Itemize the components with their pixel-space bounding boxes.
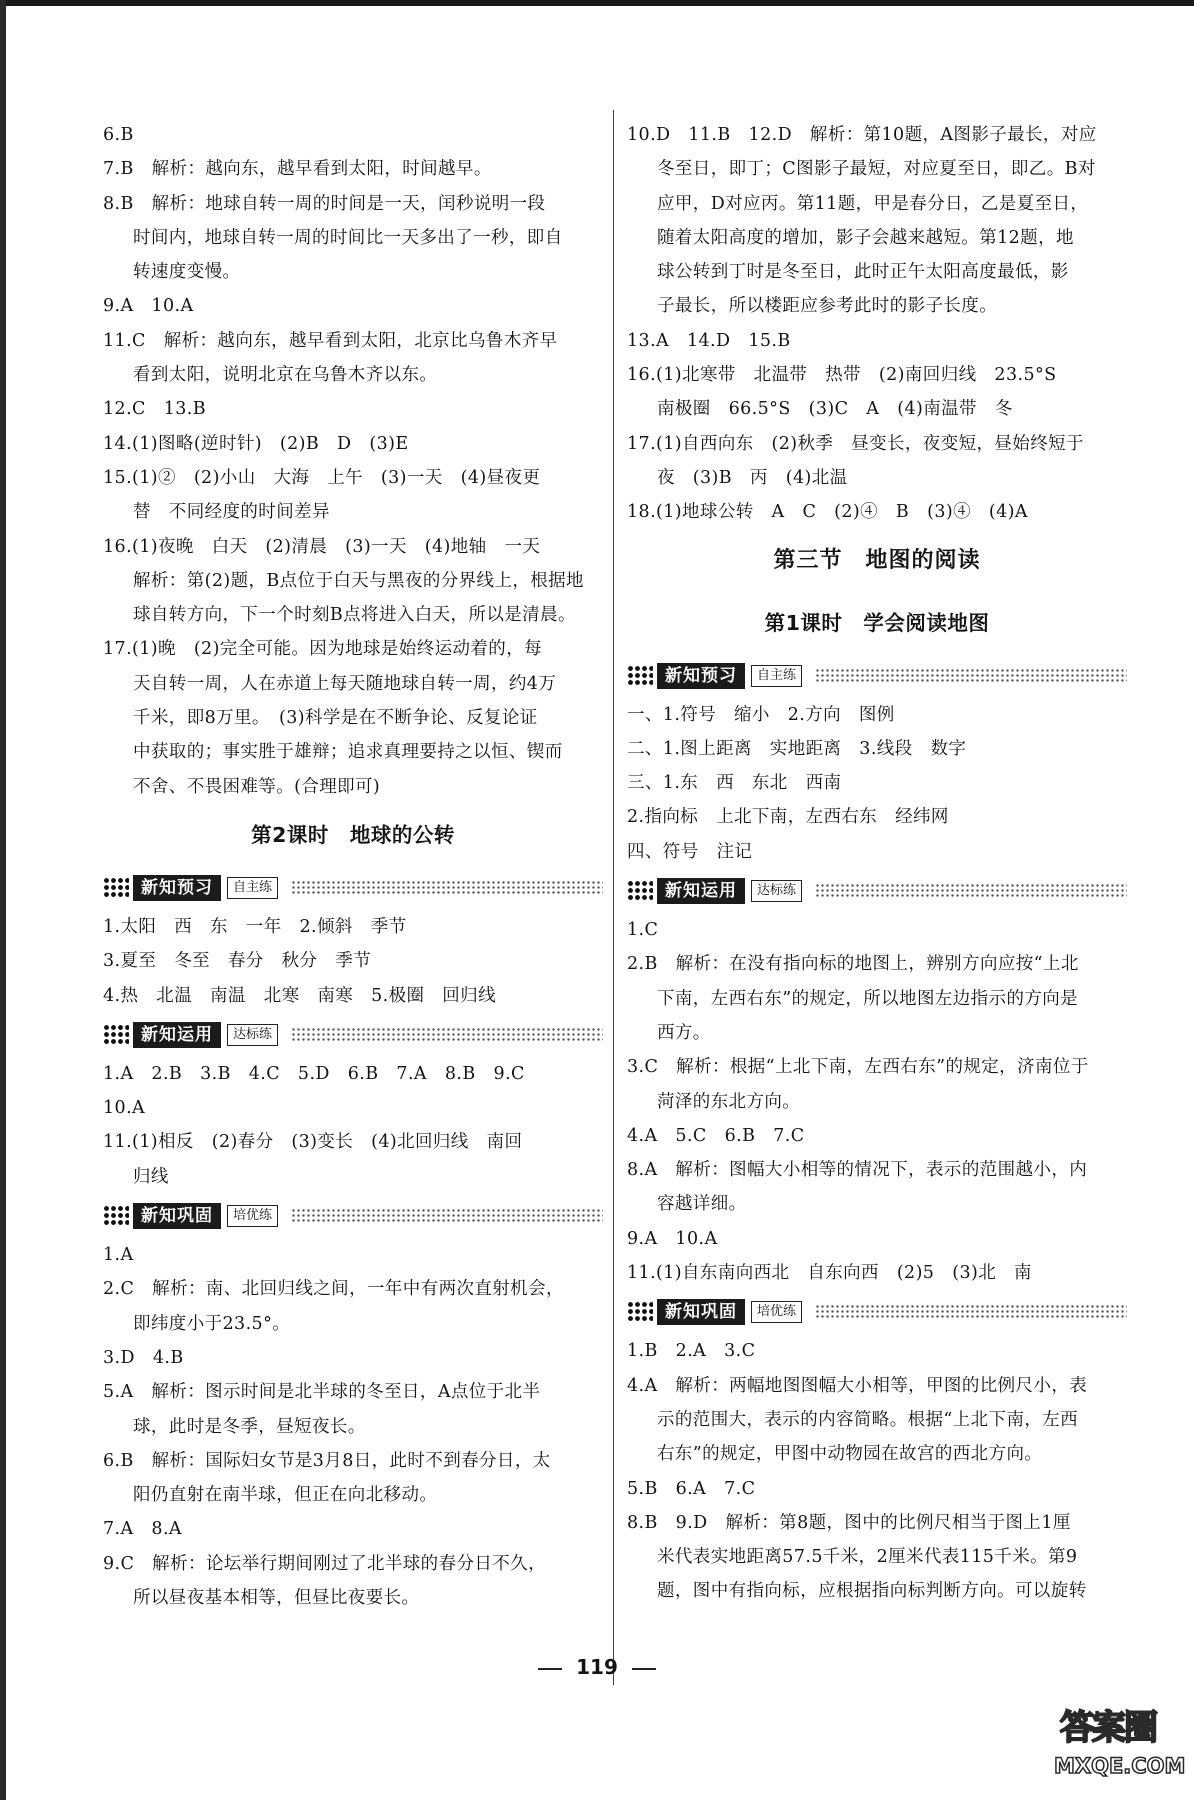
dot-grid-icon [627, 880, 653, 902]
answer-line: 下南，左西右东”的规定，所以地图左边指示的方向是 [657, 988, 1079, 1009]
answer-line: 9.A 10.A [103, 296, 194, 317]
answer-line: 替 不同经度的时间差异 [133, 502, 330, 523]
exercise-section-bar [627, 656, 1127, 696]
answer-line: 球，此时是冬季，昼短夜长。 [133, 1416, 366, 1437]
lesson-title: 第1课时 学会阅读地图 [764, 610, 990, 635]
answer-line: 时间内，地球自转一周的时间比一天多出了一秒，即自 [133, 227, 563, 248]
answer-line: 三、1.东 西 东北 西南 [627, 773, 842, 794]
answer-line: 球自转方向，下一个时刻B点将进入白天，所以是清晨。 [133, 605, 576, 626]
answer-line: 南极圈 66.5°S (3)C A (4)南温带 冬 [657, 399, 1013, 420]
answer-line: 1.A 2.B 3.B 4.C 5.D 6.B 7.A 8.B 9.C [103, 1063, 525, 1084]
exercise-section-bar [103, 868, 603, 908]
answer-line: 天自转一周，人在赤道上每天随地球自转一周，约4万 [133, 673, 557, 694]
answer-line: 1.B 2.A 3.C [627, 1341, 756, 1362]
answer-line: 解析：第(2)题，B点位于白天与黑夜的分界线上，根据地 [133, 570, 584, 591]
answer-line: 看到太阳，说明北京在乌鲁木齐以东。 [133, 365, 438, 386]
answer-line: 归线 [133, 1166, 169, 1187]
answer-line: 一、1.符号 缩小 2.方向 图例 [627, 704, 895, 725]
exercise-section-sublabel: 自主练 [751, 665, 802, 687]
answer-line: 16.(1)北寒带 北温带 热带 (2)南回归线 23.5°S [627, 365, 1057, 386]
answer-line: 3.C 解析：根据“上北下南，左西右东”的规定，济南位于 [627, 1057, 1089, 1078]
exercise-section-bar [103, 1196, 603, 1236]
answer-line: 千米，即8万里。 (3)科学是在不断争论、反复论证 [133, 708, 538, 729]
answer-line: 阳仍直射在南半球，但正在向北移动。 [133, 1485, 438, 1506]
answer-line: 4.A 5.C 6.B 7.C [627, 1125, 805, 1146]
answer-line: 3.D 4.B [103, 1347, 184, 1368]
column-divider [613, 110, 614, 1685]
answer-line: 6.B [103, 125, 134, 145]
answer-line: 1.C [627, 920, 659, 941]
answer-line: 即纬度小于23.5°。 [133, 1313, 291, 1334]
answer-line: 11.(1)相反 (2)春分 (3)变长 (4)北回归线 南回 [103, 1132, 523, 1153]
dot-grid-icon [103, 877, 129, 899]
dotted-rule [291, 1027, 603, 1043]
answer-line: 2.C 解析：南、北回归线之间，一年中有两次直射机会， [103, 1279, 564, 1300]
answer-line: 四、符号 注记 [627, 841, 753, 862]
exercise-section-sublabel: 达标练 [227, 1024, 278, 1046]
right-column [627, 118, 1127, 1609]
answer-line: 18.(1)地球公转 A C (2)④ B (3)④ (4)A [627, 502, 1028, 523]
answer-line: 西方。 [657, 1022, 711, 1043]
answer-line: 8.B 9.D 解析：第8题，图中的比例尺相当于图上1厘 [627, 1512, 1071, 1533]
page-edge-left [0, 0, 6, 1800]
answer-line: 随着太阳高度的增加，影子会越来越短。第12题，地 [657, 227, 1074, 248]
answer-line: 11.(1)自东南向西北 自东向西 (2)5 (3)北 南 [627, 1263, 1032, 1284]
answer-line: 3.夏至 冬至 春分 秋分 季节 [103, 951, 372, 972]
dot-grid-icon [103, 1024, 129, 1046]
answer-line: 二、1.图上距离 实地距离 3.线段 数字 [627, 738, 967, 759]
dot-grid-icon [627, 665, 653, 687]
exercise-section-bar [627, 871, 1127, 911]
answer-line: 中获取的；事实胜于雄辩；追求真理要持之以恒、锲而 [133, 742, 563, 763]
answer-line: 子最长，所以楼距应参考此时的影子长度。 [657, 296, 998, 317]
answer-line: 2.指向标 上北下南，左西右东 经纬网 [627, 807, 949, 828]
dotted-rule [291, 880, 603, 896]
exercise-section-label: 新知巩固 [657, 1299, 745, 1325]
answer-line: 应甲，D对应丙。第11题，甲是春分日，乙是夏至日， [657, 193, 1089, 214]
answer-line: 7.B 解析：越向东，越早看到太阳，时间越早。 [103, 159, 492, 180]
answer-line: 8.B 解析：地球自转一周的时间是一天，闰秒说明一段 [103, 193, 546, 214]
answer-line: 容越详细。 [657, 1194, 747, 1215]
exercise-section-bar [627, 1292, 1127, 1332]
exercise-section-bar [103, 1015, 603, 1055]
dot-grid-icon [627, 1301, 653, 1323]
answer-line: 2.B 解析：在没有指向标的地图上，辨别方向应按“上北 [627, 954, 1079, 975]
answer-line: 17.(1)晚 (2)完全可能。因为地球是始终运动着的，每 [103, 639, 543, 660]
watermark [1054, 1706, 1186, 1786]
answer-line: 5.A 解析：图示时间是北半球的冬至日，A点位于北半 [103, 1382, 541, 1403]
answer-line: 球公转到丁时是冬至日，此时正午太阳高度最低，影 [657, 262, 1069, 283]
answer-line: 4.热 北温 南温 北寒 南寒 5.极圈 回归线 [103, 985, 496, 1006]
answer-line: 16.(1)夜晚 白天 (2)清晨 (3)一天 (4)地轴 一天 [103, 536, 541, 557]
answer-line: 10.A [103, 1098, 146, 1119]
answer-line: 菏泽的东北方向。 [657, 1091, 801, 1112]
lesson-title: 第2课时 地球的公转 [251, 822, 455, 847]
dot-grid-icon [103, 1205, 129, 1227]
answer-line: 转速度变慢。 [133, 262, 241, 283]
answer-line: 4.A 解析：两幅地图图幅大小相等，甲图的比例尺小，表 [627, 1375, 1088, 1396]
exercise-section-label: 新知巩固 [133, 1203, 221, 1229]
dotted-rule [291, 1208, 603, 1224]
section-title: 第三节 地图的阅读 [773, 547, 981, 573]
answer-line: 15.(1)② (2)小山 大海 上午 (3)一天 (4)昼夜更 [103, 467, 541, 488]
answer-line: 11.C 解析：越向东，越早看到太阳，北京比乌鲁木齐早 [103, 330, 558, 351]
exercise-section-sublabel: 培优练 [227, 1205, 278, 1227]
answer-line: 6.B 解析：国际妇女节是3月8日，此时不到春分日，太 [103, 1450, 551, 1471]
page-number-dash-right [632, 1668, 656, 1670]
answer-line: 9.A 10.A [627, 1228, 718, 1249]
exercise-section-label: 新知运用 [657, 878, 745, 904]
answer-line: 示的范围大，表示的内容简略。根据“上北下南，左西 [657, 1409, 1079, 1430]
answer-line: 1.A [103, 1245, 134, 1266]
answer-line: 不舍、不畏困难等。(合理即可) [133, 776, 381, 797]
answer-line: 1.太阳 西 东 一年 2.倾斜 季节 [103, 916, 407, 937]
answer-line: 14.(1)图略(逆时针) (2)B D (3)E [103, 433, 409, 454]
answer-line: 夜 (3)B 丙 (4)北温 [657, 467, 848, 488]
dotted-rule [815, 1304, 1127, 1320]
watermark-logo: 答案圈 [1060, 1708, 1156, 1748]
answer-line: 题，图中有指向标，应根据指向标判断方向。可以旋转 [657, 1581, 1087, 1602]
dotted-rule [815, 668, 1127, 684]
answer-line: 米代表实地距离57.5千米，2厘米代表115千米。第9 [657, 1547, 1078, 1568]
exercise-section-label: 新知运用 [133, 1022, 221, 1048]
answer-line: 17.(1)自西向东 (2)秋季 昼变长，夜变短，昼始终短于 [627, 433, 1084, 454]
answer-line: 冬至日，即丁；C图影子最短，对应夏至日，即乙。B对 [657, 159, 1096, 180]
dotted-rule [815, 883, 1127, 899]
answer-line: 右东”的规定，甲图中动物园在故宫的西北方向。 [657, 1444, 1043, 1465]
answer-line: 10.D 11.B 12.D 解析：第10题，A图影子最长，对应 [627, 125, 1097, 145]
exercise-section-sublabel: 培优练 [751, 1301, 802, 1323]
left-column [103, 118, 603, 1615]
page-edge-top [0, 0, 1194, 6]
exercise-section-sublabel: 达标练 [751, 880, 802, 902]
answer-line: 8.A 解析：图幅大小相等的情况下，表示的范围越小，内 [627, 1160, 1088, 1181]
page-number-footer [0, 1655, 1194, 1679]
exercise-section-label: 新知预习 [133, 875, 221, 901]
exercise-section-label: 新知预习 [657, 663, 745, 689]
answer-line: 9.C 解析：论坛举行期间刚过了北半球的春分日不久， [103, 1553, 546, 1574]
answer-line: 7.A 8.A [103, 1519, 182, 1540]
watermark-url: MXQE.COM [1054, 1754, 1186, 1778]
answer-line: 5.B 6.A 7.C [627, 1478, 756, 1499]
answer-line: 所以昼夜基本相等，但昼比夜要长。 [133, 1587, 420, 1608]
exercise-section-sublabel: 自主练 [227, 877, 278, 899]
answer-line: 12.C 13.B [103, 399, 207, 420]
answer-line: 13.A 14.D 15.B [627, 330, 791, 351]
page-number-dash-left [538, 1668, 562, 1670]
page-number: 119 [576, 1655, 618, 1679]
